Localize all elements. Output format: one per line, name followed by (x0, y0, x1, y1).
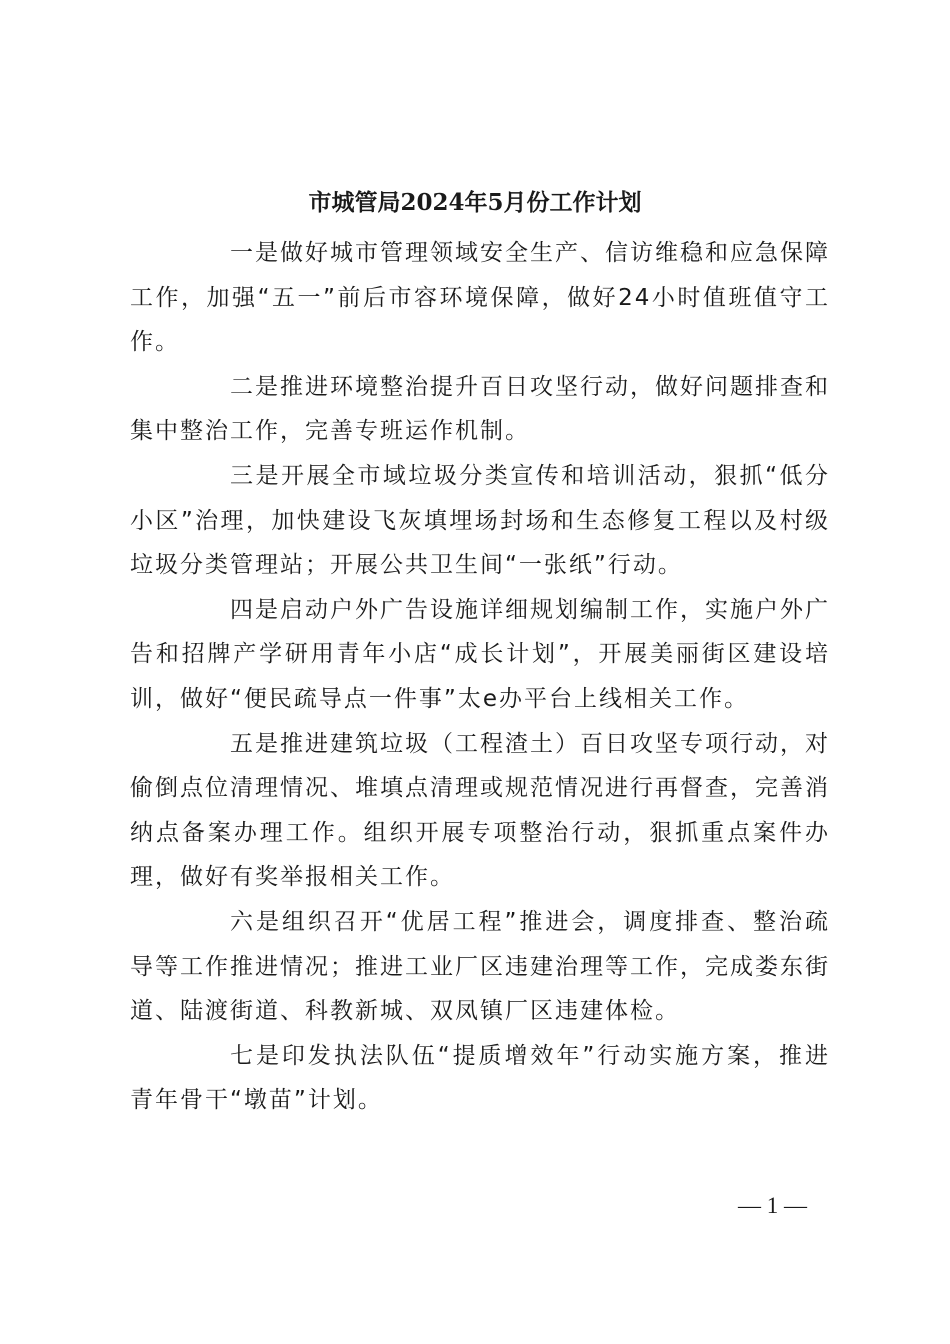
paragraph-6: 六是组织召开“优居工程”推进会，调度排查、整治疏导等工作推进情况；推进工业厂区违建治理等工作，完成娄东街道、陆渡街道、科教新城、双凤镇厂区违建体检。 (130, 908, 830, 1025)
paragraph-3: 三是开展全市域垃圾分类宣传和培训活动，狠抓“低分小区”治理，加快建设飞灰填埋场封场和生态修复工程以及村级垃圾分类管理站；开展公共卫生间“一张纸”行动。 (130, 462, 830, 579)
page-number: — 1 — (738, 1193, 807, 1218)
paragraph-1: 一是做好城市管理领域安全生产、信访维稳和应急保障工作，加强“五一”前后市容环境保障，做好24小时值班值守工作。 (130, 240, 830, 356)
paragraph-7: 七是印发执法队伍“提质增效年”行动实施方案，推进青年骨干“墩苗”计划。 (130, 1042, 830, 1114)
document-body (130, 231, 830, 1123)
paragraph-2: 二是推进环境整治提升百日攻坚行动，做好问题排查和集中整治工作，完善专班运作机制。 (130, 373, 830, 445)
paragraph-5: 五是推进建筑垃圾（工程渣土）百日攻坚专项行动，对偷倒点位清理情况、堆填点清理或规范情况进行再督查，完善消纳点备案办理工作。组织开展专项整治行动，狠抓重点案件办理，做好有奖举报相关工作。 (130, 730, 830, 891)
paragraph-4: 四是启动户外广告设施详细规划编制工作，实施户外广告和招牌产学研用青年小店“成长计划”，开展美丽街区建设培训，做好“便民疏导点一件事”太e办平台上线相关工作。 (130, 596, 830, 712)
page-title: 市城管局2024年5月份工作计划 (308, 189, 642, 216)
